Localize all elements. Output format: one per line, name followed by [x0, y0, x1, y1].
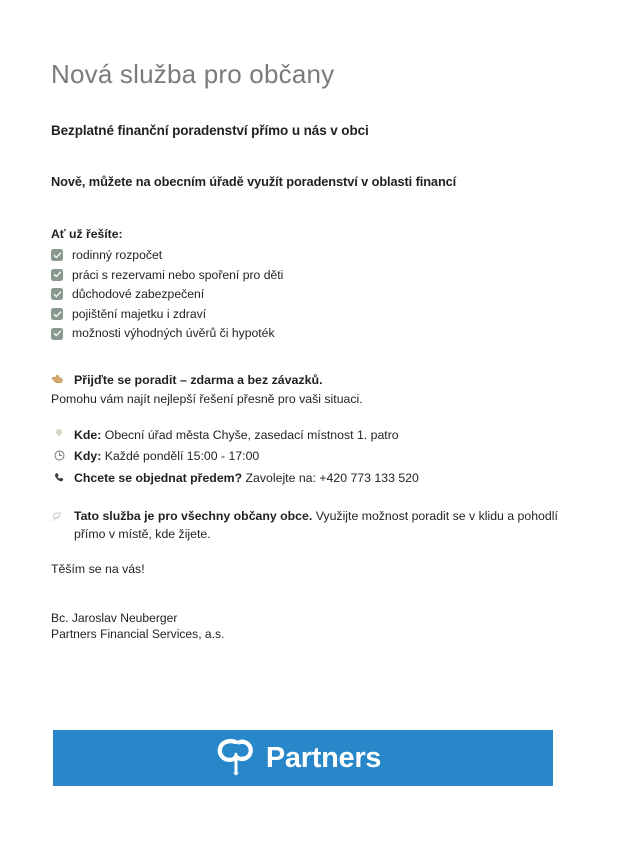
checkbox-checked-icon [51, 288, 63, 300]
list-item [51, 268, 571, 283]
list-item [51, 326, 571, 341]
call-to-action-subtext: Pomohu vám najít nejlepší řešení přesně pro vaši situaci. [51, 392, 363, 407]
detail-row-time [51, 449, 571, 464]
list-item [51, 307, 571, 322]
notice-bold-text: Tato služba je pro všechny občany obce. [74, 509, 313, 524]
detail-phone-text [74, 471, 419, 486]
partners-tree-logo-icon [217, 736, 255, 781]
closing-line: Těším se na vás! [51, 561, 145, 576]
detail-location-value: Obecní úřad města Chyše, zasedací místnost 1. patro [104, 428, 399, 443]
signature-company: Partners Financial Services, a.s. [51, 627, 225, 642]
leaf-icon [51, 508, 67, 528]
pointing-hand-icon [51, 373, 66, 388]
clock-icon [51, 449, 67, 461]
notice-paragraph [51, 508, 571, 544]
signature-block [51, 610, 571, 643]
list-item-label: práci s rezervami nebo spoření pro děti [72, 267, 284, 282]
phone-icon [51, 471, 67, 484]
call-to-action-text: Přijďte se poradit – zdarma a bez závazků. [74, 373, 323, 388]
call-to-action-headline [51, 373, 571, 388]
checkbox-checked-icon [51, 308, 63, 320]
detail-row-location [51, 428, 571, 443]
detail-phone-label: Chcete se objednat předem? [74, 470, 243, 485]
signature-name: Bc. Jaroslav Neuberger [51, 610, 178, 625]
detail-time-value: Každé pondělí 15:00 - 17:00 [104, 449, 260, 464]
detail-location-text [74, 428, 399, 443]
page-title: Nová služba pro občany [51, 59, 335, 89]
notice-text [74, 508, 571, 544]
checkbox-checked-icon [51, 269, 63, 281]
document-lead-paragraph: Nově, můžete na obecním úřadě využít poradenství v oblasti financí [51, 173, 457, 189]
event-details [51, 428, 571, 486]
list-item [51, 287, 571, 302]
document-subtitle: Bezplatné finanční poradenství přímo u nás v obci [51, 122, 369, 138]
detail-time-text [74, 449, 259, 464]
brand-lockup [217, 736, 381, 781]
detail-phone-value: Zavolejte na: +420 773 133 520 [245, 470, 419, 485]
list-item-label: důchodové zabezpečení [72, 287, 205, 302]
partners-brand-banner [53, 730, 553, 786]
detail-row-phone [51, 471, 571, 486]
checkbox-checked-icon [51, 249, 63, 261]
services-checklist [51, 248, 571, 341]
list-item-label: rodinný rozpočet [72, 247, 163, 262]
notice-rest-text: Využijte možnost poradit se v klidu a pohodlí přímo v místě, kde žijete. [74, 509, 558, 541]
list-item [51, 248, 571, 263]
list-item-label: možnosti výhodných úvěrů či hypoték [72, 326, 275, 341]
detail-location-label: Kde: [74, 428, 102, 443]
checklist-intro-label: Ať už řešíte: [51, 226, 123, 241]
detail-time-label: Kdy: [74, 449, 102, 464]
document-body [51, 60, 571, 642]
list-item-label: pojištění majetku i zdraví [72, 306, 207, 321]
checkbox-checked-icon [51, 328, 63, 340]
location-pin-icon [51, 428, 67, 435]
partners-wordmark: Partners [265, 741, 382, 774]
